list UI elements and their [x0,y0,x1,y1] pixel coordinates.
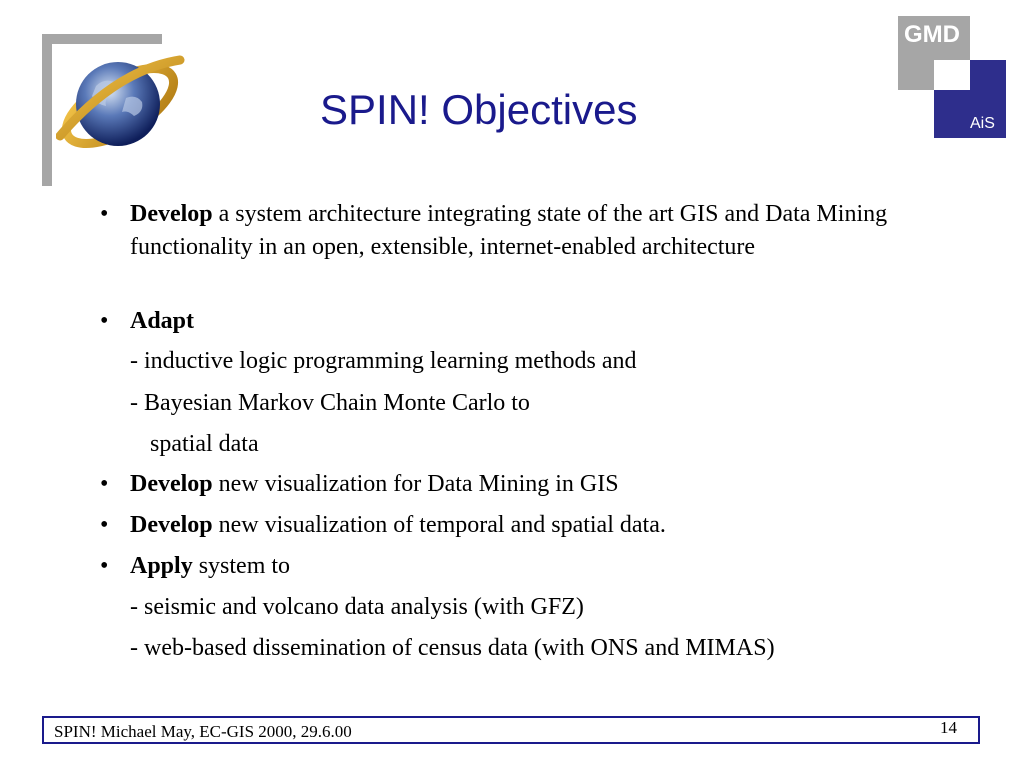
bullet-body: new visualization for Data Mining in GIS [212,471,619,497]
sub-item: - seismic and volcano data analysis (with GFZ) [130,594,584,620]
sub-item: spatial data [150,431,259,457]
corner-bracket-vertical [42,34,52,186]
bullet-text [130,509,910,542]
bullet-keyword: Develop [130,512,213,538]
sub-item: - web-based dissemination of census data (with ONS and MIMAS) [130,635,775,661]
footer-text: SPIN! Michael May, EC-GIS 2000, 29.6.00 [54,722,352,741]
bullet-glyph: • [100,471,109,497]
bullet-text [130,468,910,501]
bullet-body: system to [192,553,291,579]
page-number: 14 [940,718,957,737]
sub-item: - Bayesian Markov Chain Monte Carlo to [130,390,530,416]
sub-item: - inductive logic programming learning methods and [130,348,637,374]
bullet-keyword: Apply [130,553,193,579]
logo-text: GMD [904,21,960,48]
bullet-glyph: • [100,201,109,227]
gmd-ais-logo [898,16,1008,140]
bullet-body: new visualization of temporal and spatial data. [212,512,666,538]
bullet-text [130,550,910,583]
bullet-keyword: Develop [130,201,213,227]
bullet-glyph: • [100,308,109,334]
bullet-text [130,198,910,264]
bullet-keyword: Adapt [130,308,195,334]
bullet-body: a system architecture integrating state of the art GIS and Data Mining functionality in an open, extensible, internet-enabled architecture [130,201,888,260]
slide-title: SPIN! Objectives [320,86,638,133]
bullet-glyph: • [100,553,109,579]
bullet-keyword: Develop [130,471,213,497]
logo-subtext: AiS [970,115,995,132]
globe-with-ring-icon [56,40,192,168]
bullet-text [130,305,910,338]
bullet-glyph: • [100,512,109,538]
